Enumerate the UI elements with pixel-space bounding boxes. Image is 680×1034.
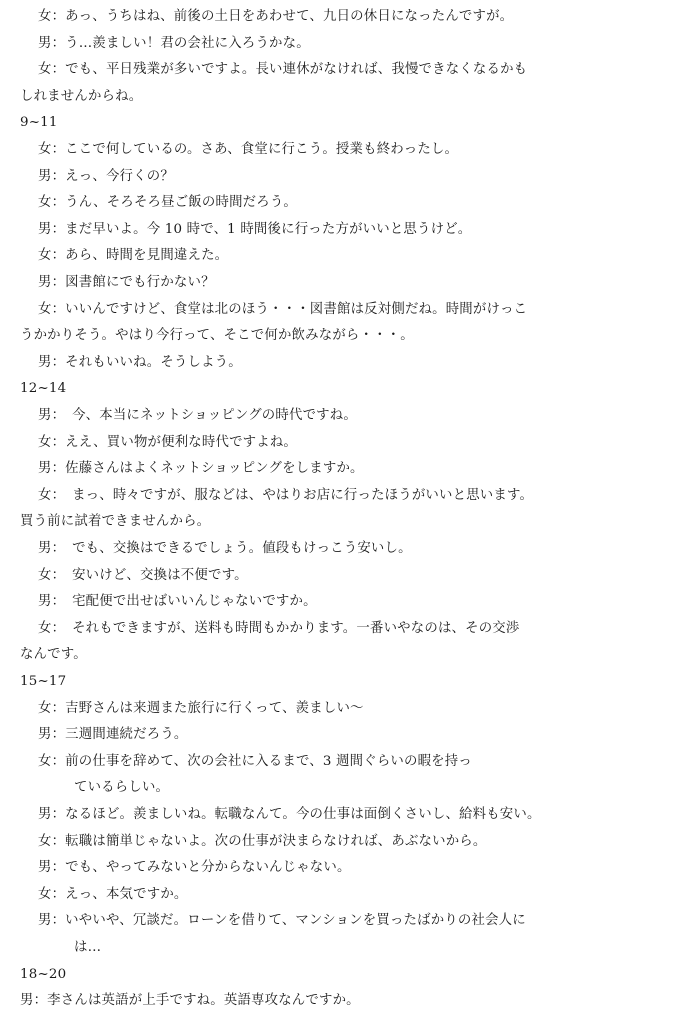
dialogue-line: 女：えっ、本気ですか。 (38, 886, 188, 902)
section-heading: 15~17 (20, 674, 67, 689)
dialogue-line: 男：なるほど。羨ましいね。転職なんて。今の仕事は面倒くさいし、給料も安い。 (38, 807, 541, 822)
dialogue-continuation: うかかりそう。やはり今行って、そこで何か飲みながら・・・。 (20, 328, 414, 344)
dialogue-line: 男：う…羨ましい！君の会社に入ろうかな。 (38, 35, 310, 51)
dialogue-line: 女：うん、そろそろ昼ご飯の時間だろう。 (38, 195, 298, 211)
dialogue-line: 男：三週間連続だろう。 (38, 727, 188, 743)
dialogue-line: 女：ええ、買い物が便利な時代ですよね。 (38, 434, 298, 450)
dialogue-line: 女：吉野さんは来週また旅行に行くって、羨ましい～ (38, 700, 364, 716)
dialogue-line: 男：図書館にでも行かない？ (38, 275, 215, 290)
dialogue-line: 女：ここで何しているの。さあ、食堂に行こう。授業も終わったし。 (38, 142, 459, 157)
dialogue-continuation: なんです。 (20, 647, 87, 663)
dialogue-line: 男：まだ早いよ。今 10 時で、1 時間後に行った方がいいと思うけど。 (38, 221, 472, 237)
dialogue-line: 男：李さんは英語が上手ですね。英語専攻なんですか。 (20, 993, 360, 1009)
section-heading: 9~11 (20, 115, 58, 131)
dialogue-line: 女： 安いけど、交換は不便です。 (38, 567, 248, 583)
dialogue-line: 男： 宅配便で出せばいいんじゃないですか。 (38, 594, 317, 610)
dialogue-line: 女：転職は簡単じゃないよ。次の仕事が決まらなければ、あぶないから。 (38, 833, 487, 849)
dialogue-line: 女： それもできますが、送料も時間もかかります。一番いやなのは、その交渉 (38, 620, 520, 636)
dialogue-line: 男：でも、やってみないと分からないんじゃない。 (38, 860, 351, 876)
dialogue-continuation: は… (74, 940, 102, 955)
dialogue-line: 女：あら、時間を見間違えた。 (38, 248, 229, 264)
dialogue-line: 女： まっ、時々ですが、服などは、やはりお店に行ったほうがいいと思います。 (38, 487, 534, 503)
dialogue-continuation: しれませんからね。 (20, 88, 143, 104)
section-heading: 12~14 (20, 381, 67, 397)
dialogue-line: 女：でも、平日残業が多いですよ。長い連休がなければ、我慢できなくなるかも (38, 62, 528, 78)
dialogue-line: 男：佐藤さんはよくネットショッピングをしますか。 (38, 461, 364, 477)
dialogue-line: 男：えっ、今行くの？ (38, 168, 174, 184)
dialogue-line: 男： でも、交換はできるでしょう。値段もけっこう安いし。 (38, 541, 412, 556)
dialogue-continuation: 買う前に試着できませんから。 (20, 514, 211, 530)
dialogue-line: 男： 今、本当にネットショッピングの時代ですね。 (38, 408, 357, 423)
dialogue-line: 男：いやいや、冗談だ。ローンを借りて、マンションを買ったばかりの社会人に (38, 913, 526, 929)
section-heading: 18~20 (20, 966, 67, 982)
dialogue-line: 女：前の仕事を辞めて、次の会社に入るまで、3 週間ぐらいの暇を持っ (38, 753, 472, 769)
dialogue-line: 女：あっ、うちはね、前後の土日をあわせて、九日の休日になったんですが。 (38, 9, 514, 24)
dialogue-line: 女：いいんですけど、食堂は北のほう・・・図書館は反対側だね。時間がけっこ (38, 301, 528, 317)
dialogue-continuation: ているらしい。 (74, 780, 170, 796)
dialogue-line: 男：それもいいね。そうしよう。 (38, 354, 242, 370)
